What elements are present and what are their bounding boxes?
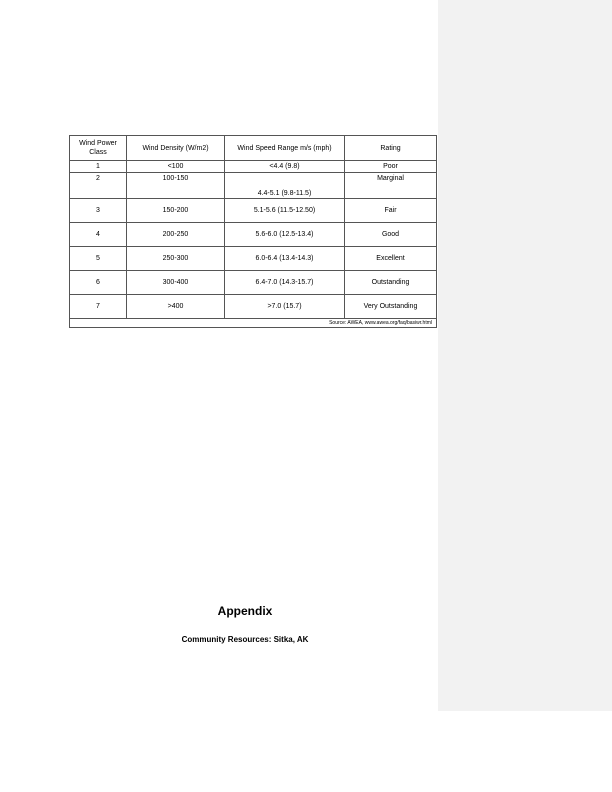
cell-class: 7 (70, 295, 127, 319)
appendix-subheading: Community Resources: Sitka, AK (181, 635, 309, 644)
cell-rating: Excellent (345, 247, 437, 271)
table-row (70, 199, 437, 223)
cell-class: 6 (70, 271, 127, 295)
cell-class: 3 (70, 199, 127, 223)
table-source-row (70, 319, 437, 328)
header-wind-speed-range: Wind Speed Range m/s (mph) (225, 136, 345, 161)
table-row (70, 271, 437, 295)
table-row (70, 247, 437, 271)
cell-speed: 5.6-6.0 (12.5-13.4) (225, 223, 345, 247)
cell-rating: Very Outstanding (345, 295, 437, 319)
wind-power-class-table (69, 135, 437, 328)
cell-density: 150-200 (127, 199, 225, 223)
cell-class: 2 (70, 173, 127, 199)
table-row (70, 223, 437, 247)
table-source-note: Source: AWEA, www.awea.org/faq/basiwr.html (70, 319, 437, 328)
table-row (70, 173, 437, 199)
table-header-row (70, 136, 437, 161)
cell-speed: >7.0 (15.7) (225, 295, 345, 319)
cell-rating: Outstanding (345, 271, 437, 295)
cell-rating: Marginal (345, 173, 437, 199)
table-row (70, 161, 437, 173)
cell-rating: Good (345, 223, 437, 247)
cell-class: 1 (70, 161, 127, 173)
table-row (70, 295, 437, 319)
cell-class: 5 (70, 247, 127, 271)
cell-density: 250-300 (127, 247, 225, 271)
header-wind-power-class: Wind Power Class (70, 136, 127, 161)
cell-speed: 6.4-7.0 (14.3-15.7) (225, 271, 345, 295)
cell-speed: 6.0-6.4 (13.4-14.3) (225, 247, 345, 271)
cell-rating: Fair (345, 199, 437, 223)
header-wind-density: Wind Density (W/m2) (127, 136, 225, 161)
cell-density: 200-250 (127, 223, 225, 247)
cell-rating: Poor (345, 161, 437, 173)
appendix-heading: Appendix (217, 604, 273, 618)
header-rating: Rating (345, 136, 437, 161)
cell-speed: 5.1-5.6 (11.5-12.50) (225, 199, 345, 223)
cell-density: >400 (127, 295, 225, 319)
cell-speed: 4.4-5.1 (9.8-11.5) (225, 173, 345, 199)
cell-density: 100-150 (127, 173, 225, 199)
cell-class: 4 (70, 223, 127, 247)
cell-speed: <4.4 (9.8) (225, 161, 345, 173)
cell-density: <100 (127, 161, 225, 173)
cell-density: 300-400 (127, 271, 225, 295)
